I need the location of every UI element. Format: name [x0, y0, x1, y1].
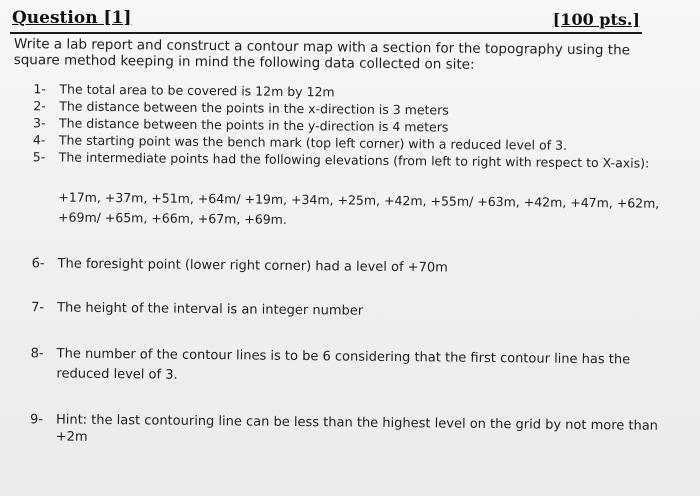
question-title: Question [1]	[12, 8, 132, 28]
list-number: 6-	[31, 256, 45, 272]
list-text: The height of the interval is an integer number	[57, 300, 364, 319]
requirements-list	[13, 80, 674, 172]
question-points: [100 pts.]	[552, 10, 640, 29]
question-header	[10, 8, 642, 34]
list-text: The starting point was the bench mark (top left corner) with a reduced level of 3.	[58, 132, 568, 153]
list-text: The distance between the points in the y-direction is 4 meters	[59, 115, 449, 135]
list-number: 8-	[30, 346, 44, 362]
list-number: 2-	[33, 98, 46, 114]
list-item-9	[10, 411, 670, 452]
list-number: 9-	[29, 412, 44, 428]
list-text: The intermediate points had the following elevations (from left to right with respect to X-axis):	[58, 149, 650, 171]
list-text: Hint: the last contouring line can be less than the highest level on the grid by not more than +2m	[55, 412, 659, 445]
list-text: The number of the contour lines is to be 6 considering that the first contour line has the reduced level of 3.	[56, 346, 631, 383]
list-item-6	[12, 255, 672, 279]
list-number: 3-	[33, 115, 46, 131]
list-text: The foresight point (lower right corner) had a level of +70m	[57, 256, 448, 276]
list-item-7	[11, 299, 671, 323]
list-number: 1-	[33, 81, 46, 97]
elevation-data: +17m, +37m, +51m, +64m/ +19m, +34m, +25m, +42m, +55m/ +63m, +42m, +47m, +62m, +69m/ +65m, +66m, +67m, +69m.	[58, 189, 660, 227]
list-text: The distance between the points in the x-direction is 3 meters	[59, 98, 449, 118]
list-item-8	[10, 344, 670, 391]
requirements-list-continued	[10, 255, 672, 452]
question-body	[10, 36, 674, 452]
list-number: 7-	[31, 300, 45, 316]
list-number: 4-	[32, 132, 46, 148]
question-intro: Write a lab report and construct a contour map with a section for the topography using the square method keeping in mind the following data collected on site:	[13, 36, 631, 73]
list-text: The total area to be covered is 12m by 12m	[59, 81, 335, 100]
list-number: 5-	[32, 149, 46, 165]
